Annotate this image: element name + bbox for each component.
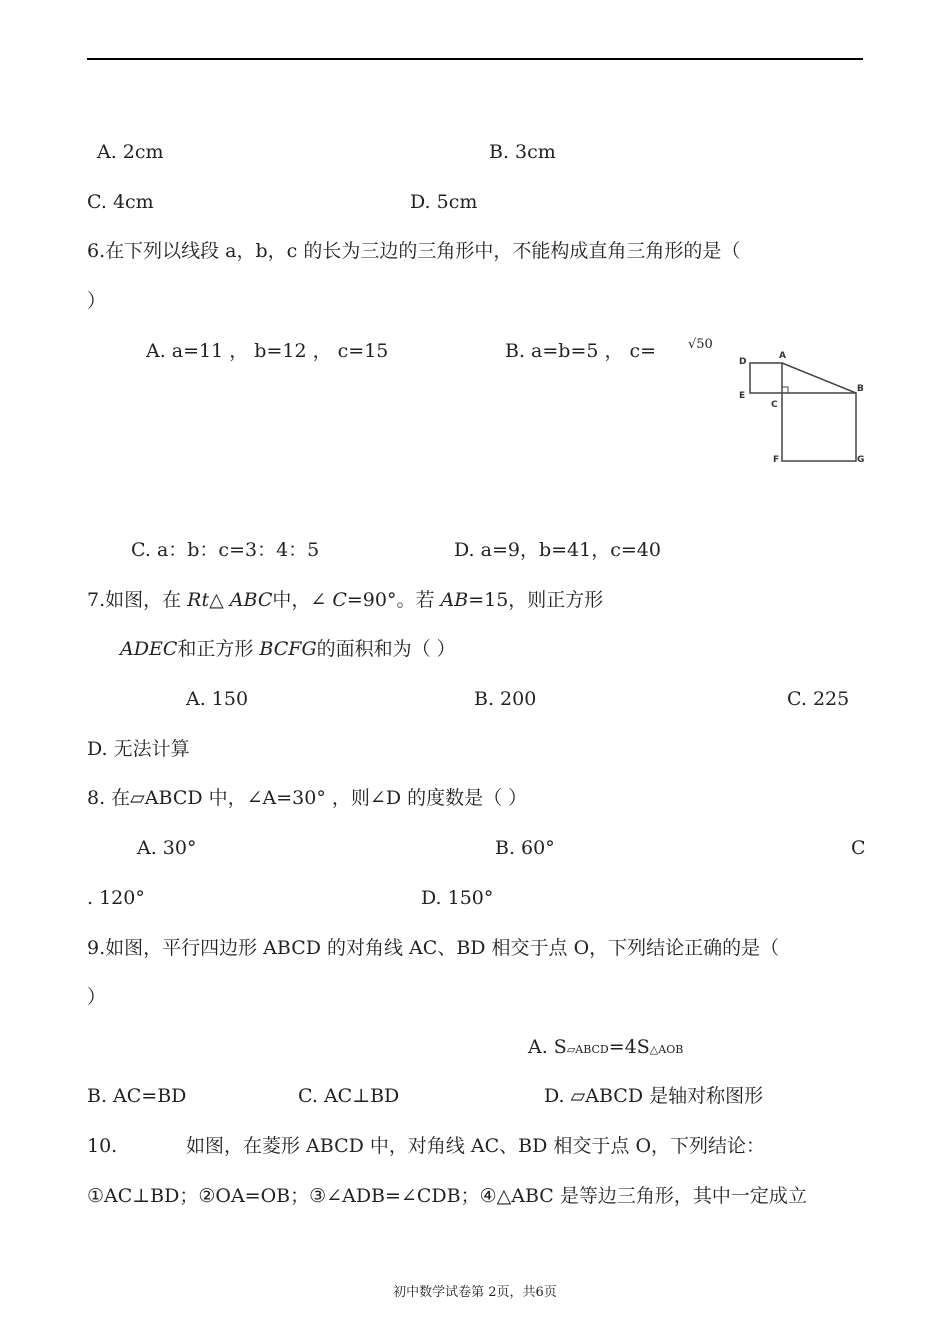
label-g: G xyxy=(857,455,865,465)
q8-option-c-value: . 120° xyxy=(87,887,145,909)
q5-option-c: C. 4cm xyxy=(87,191,154,213)
label-a: A xyxy=(779,351,786,361)
q6-option-b: B. a=b=5 ， c= xyxy=(505,340,657,362)
q5-option-d: D. 5cm xyxy=(410,191,478,213)
segment-ab xyxy=(782,363,856,393)
q6-stem-line2: ） xyxy=(87,290,107,312)
right-angle-mark xyxy=(782,387,788,393)
q6-stem-line1: 6.在下列以线段 a，b，c 的长为三边的三角形中，不能构成直角三角形的是（ xyxy=(87,240,741,262)
page-footer: 初中数学试卷第 2页，共6页 xyxy=(393,1285,557,1300)
square-adec xyxy=(750,363,782,393)
q8-option-d: D. 150° xyxy=(421,887,494,909)
label-d: D xyxy=(739,357,747,367)
label-e: E xyxy=(739,391,746,401)
q7-stem-line2: ADEC和正方形 BCFG的面积和为（ ） xyxy=(120,638,456,660)
q5-option-a: A. 2cm xyxy=(97,141,164,163)
q8-option-c-letter: C xyxy=(851,837,866,859)
q7-option-c: C. 225 xyxy=(787,688,850,710)
q5-option-b: B. 3cm xyxy=(489,141,556,163)
q9-option-d: D. ▱ABCD 是轴对称图形 xyxy=(544,1085,764,1107)
q6-option-c: C. a：b：c=3：4：5 xyxy=(131,539,320,561)
label-b: B xyxy=(857,384,864,394)
q7-option-b: B. 200 xyxy=(474,688,537,710)
q9-option-b: B. AC=BD xyxy=(87,1085,187,1107)
square-figure xyxy=(736,347,866,469)
square-bcfg xyxy=(782,393,856,461)
q8-option-b: B. 60° xyxy=(495,837,555,859)
q7-option-d: D. 无法计算 xyxy=(87,738,190,760)
q10-stem-line1: 如图，在菱形 ABCD 中，对角线 AC、BD 相交于点 O，下列结论： xyxy=(186,1135,766,1157)
q7-stem-line1: 7.如图，在 Rt△ ABC中，∠ C=90°。若 AB=15，则正方形 xyxy=(87,589,604,611)
q9-option-c: C. AC⊥BD xyxy=(298,1085,400,1107)
q6-option-a: A. a=11 ， b=12 ， c=15 xyxy=(146,340,389,362)
header-rule xyxy=(87,58,863,60)
q9-stem-line1: 9.如图，平行四边形 ABCD 的对角线 AC、BD 相交于点 O，下列结论正确的是（ xyxy=(87,937,780,959)
q6-option-d: D. a=9，b=41，c=40 xyxy=(454,539,661,561)
q9-stem-line2: ） xyxy=(87,986,107,1008)
q8-option-a: A. 30° xyxy=(137,837,197,859)
q10-stem-line2: ①AC⊥BD；②OA=OB；③∠ADB=∠CDB；④△ABC 是等边三角形，其中一定成立 xyxy=(87,1185,807,1207)
label-f: F xyxy=(773,455,780,465)
q8-stem: 8. 在▱ABCD 中，∠A=30° ，则∠D 的度数是（ ） xyxy=(87,787,528,809)
q7-option-a: A. 150 xyxy=(186,688,249,710)
q6-option-b-root: √50 xyxy=(688,337,713,352)
q10-number: 10. xyxy=(87,1135,118,1157)
q9-option-a: A. S▱ABCD=4S△AOB xyxy=(528,1036,684,1058)
label-c: C xyxy=(771,400,778,410)
